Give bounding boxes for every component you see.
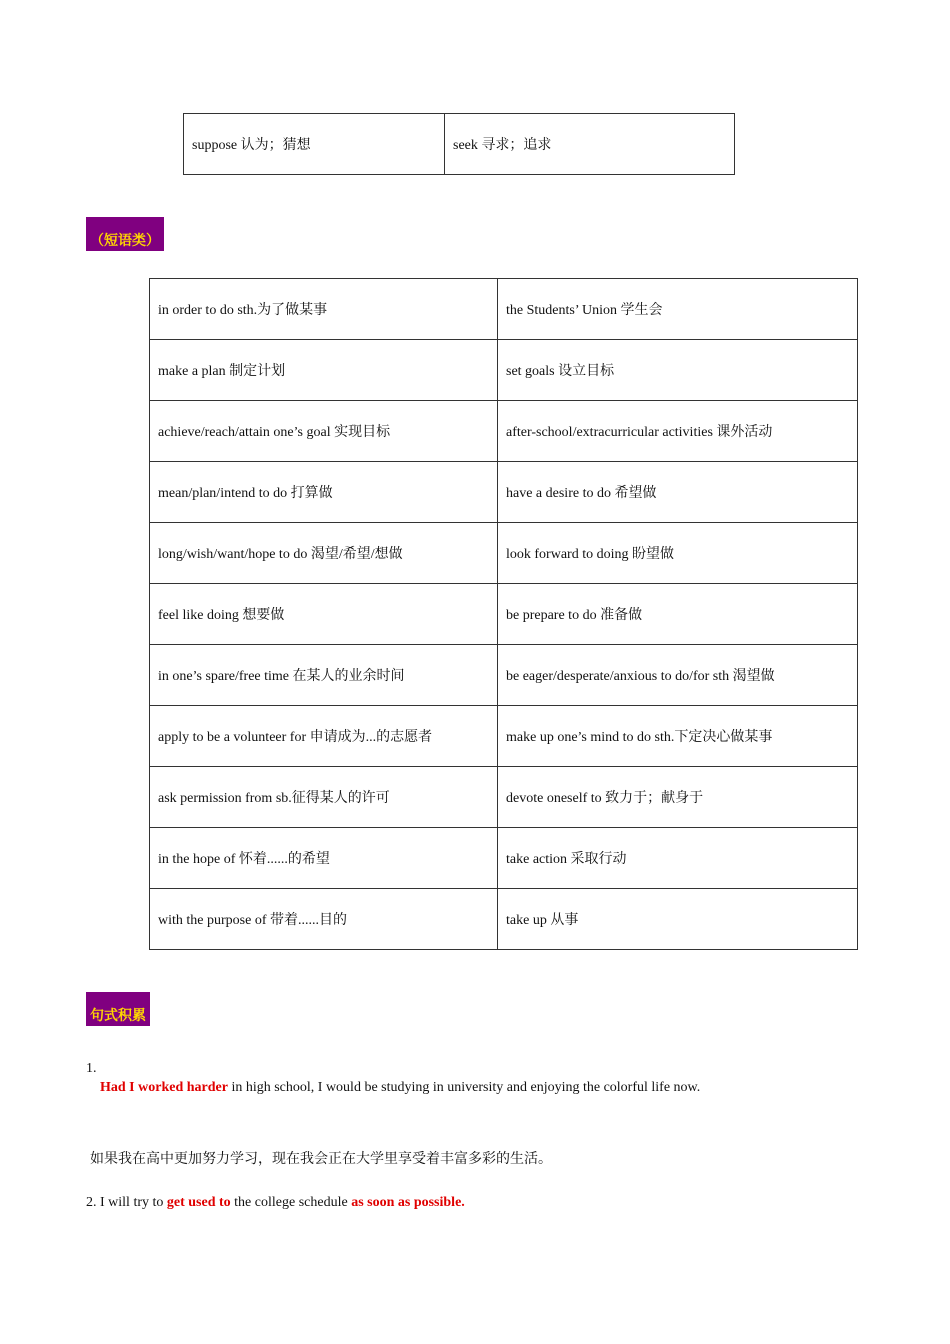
phrase-table	[149, 278, 858, 950]
table-cell: feel like doing 想要做	[150, 584, 498, 645]
sentence-1-highlight: Had I worked harder	[100, 1080, 228, 1095]
table-row	[150, 462, 858, 523]
table-row	[150, 767, 858, 828]
section-tag-phrases: （短语类）	[86, 217, 164, 251]
table-row	[150, 523, 858, 584]
table-cell: mean/plan/intend to do 打算做	[150, 462, 498, 523]
table-cell: make up one’s mind to do sth.下定决心做某事	[498, 706, 858, 767]
table-cell: long/wish/want/hope to do 渴望/希望/想做	[150, 523, 498, 584]
sentence-1-number: 1.	[86, 1061, 97, 1076]
table-cell: suppose 认为；猜想	[184, 114, 445, 175]
table-row	[150, 584, 858, 645]
table-cell: take up 从事	[498, 889, 858, 950]
table-cell: take action 采取行动	[498, 828, 858, 889]
table-row	[150, 645, 858, 706]
sentence-1	[100, 1080, 700, 1096]
table-row	[184, 114, 735, 175]
sentence-1-translation: 如果我在高中更加努力学习，现在我会正在大学里享受着丰富多彩的生活。	[90, 1152, 552, 1167]
table-cell: be eager/desperate/anxious to do/for sth 渴望做	[498, 645, 858, 706]
sentence-2-highlight-2: as soon as possible.	[351, 1195, 465, 1210]
table-cell: apply to be a volunteer for 申请成为...的志愿者	[150, 706, 498, 767]
table-cell: make a plan 制定计划	[150, 340, 498, 401]
table-row	[150, 889, 858, 950]
table-row	[150, 706, 858, 767]
table-row	[150, 401, 858, 462]
sentence-2	[86, 1195, 465, 1211]
table-cell: devote oneself to 致力于；献身于	[498, 767, 858, 828]
table-row	[150, 279, 858, 340]
sentence-2-middle: the college schedule	[230, 1195, 352, 1210]
sentence-2-highlight-1: get used to	[166, 1195, 231, 1210]
table-cell: in order to do sth.为了做某事	[150, 279, 498, 340]
table-cell: be prepare to do 准备做	[498, 584, 858, 645]
sentence-2-prefix: 2. I will try to	[86, 1195, 167, 1210]
table-cell: achieve/reach/attain one’s goal 实现目标	[150, 401, 498, 462]
table-cell: after-school/extracurricular activities 课外活动	[498, 401, 858, 462]
phrase-table-body	[150, 279, 858, 950]
table-row	[150, 828, 858, 889]
table-cell: the Students’ Union 学生会	[498, 279, 858, 340]
table-cell: set goals 设立目标	[498, 340, 858, 401]
table-row	[150, 340, 858, 401]
vocab-table-body	[184, 114, 735, 175]
table-cell: ask permission from sb.征得某人的许可	[150, 767, 498, 828]
table-cell: in the hope of 怀着......的希望	[150, 828, 498, 889]
table-cell: look forward to doing 盼望做	[498, 523, 858, 584]
section-tag-sentences: 句式积累	[86, 992, 150, 1026]
table-cell: in one’s spare/free time 在某人的业余时间	[150, 645, 498, 706]
table-cell: with the purpose of 带着......目的	[150, 889, 498, 950]
table-cell: seek 寻求；追求	[445, 114, 735, 175]
sentence-1-rest: in high school, I would be studying in university and enjoying the colorful life now.	[227, 1080, 701, 1095]
table-cell: have a desire to do 希望做	[498, 462, 858, 523]
vocab-table	[183, 113, 735, 175]
